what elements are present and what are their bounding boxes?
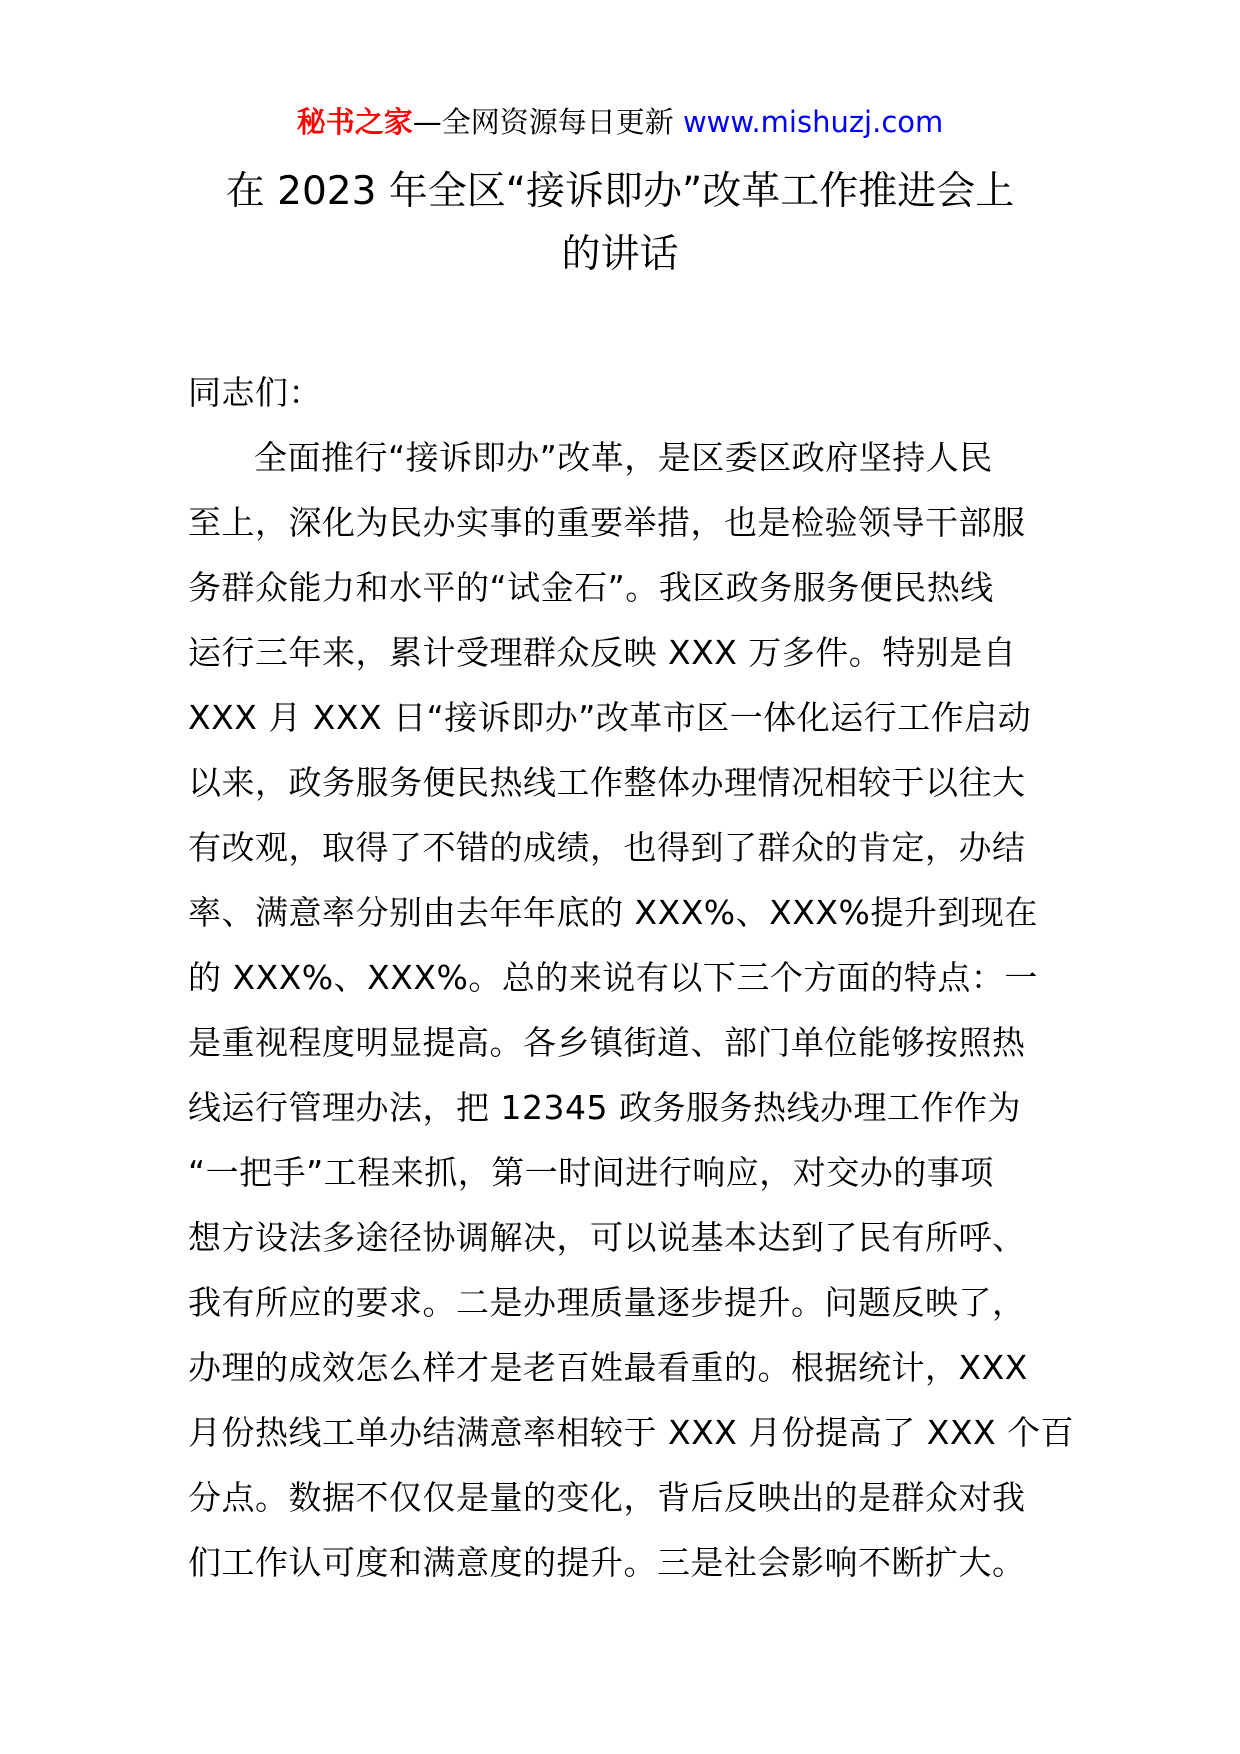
paragraph-line: XXX 月 XXX 日“接诉即办”改革市区一体化运行工作启动 bbox=[188, 698, 1032, 737]
document-title bbox=[170, 160, 1070, 286]
paragraph-line: 的 XXX%、XXX%。总的来说有以下三个方面的特点：一 bbox=[188, 958, 1038, 997]
paragraph-line: 至上，深化为民办实事的重要举措，也是检验领导干部服 bbox=[188, 503, 1026, 542]
paragraph-line: 线运行管理办法，把 12345 政务服务热线办理工作作为 bbox=[188, 1088, 1021, 1127]
paragraph-line: 务群众能力和水平的“试金石”。我区政务服务便民热线 bbox=[188, 568, 994, 607]
paragraph-line: 是重视程度明显提高。各乡镇街道、部门单位能够按照热 bbox=[188, 1023, 1026, 1062]
paragraph-line: 办理的成效怎么样才是老百姓最看重的。根据统计，XXX bbox=[188, 1348, 1028, 1387]
site-url-link[interactable]: www.mishuzj.com bbox=[682, 105, 944, 139]
paragraph-line: 分点。数据不仅仅是量的变化，背后反映出的是群众对我 bbox=[188, 1478, 1026, 1517]
paragraph-line: 想方设法多途径协调解决，可以说基本达到了民有所呼、 bbox=[188, 1218, 1026, 1257]
document-body bbox=[188, 360, 1075, 1595]
paragraph-line: 以来，政务服务便民热线工作整体办理情况相较于以往大 bbox=[188, 763, 1026, 802]
title-line-1: 在 2023 年全区“接诉即办”改革工作推进会上 bbox=[225, 169, 1015, 214]
paragraph-line: 率、满意率分别由去年年底的 XXX%、XXX%提升到现在 bbox=[188, 893, 1038, 932]
paragraph-line: 全面推行“接诉即办”改革，是区委区政府坚持人民 bbox=[254, 438, 993, 477]
paragraph-line: 月份热线工单办结满意率相较于 XXX 月份提高了 XXX 个百 bbox=[188, 1413, 1075, 1452]
paragraph-line: 我有所应的要求。二是办理质量逐步提升。问题反映了， bbox=[188, 1283, 1026, 1322]
salutation: 同志们： bbox=[188, 373, 322, 412]
brand-name: 秘书之家 bbox=[296, 105, 413, 139]
paragraph-line: 们工作认可度和满意度的提升。三是社会影响不断扩大。 bbox=[188, 1543, 1026, 1582]
paragraph-line: 运行三年来，累计受理群众反映 XXX 万多件。特别是自 bbox=[188, 633, 1017, 672]
header-banner bbox=[0, 100, 1240, 144]
paragraph-line: 有改观，取得了不错的成绩，也得到了群众的肯定，办结 bbox=[188, 828, 1026, 867]
header-tagline: —全网资源每日更新 bbox=[412, 105, 683, 139]
title-line-2: 的讲话 bbox=[561, 232, 679, 277]
paragraph-line: “一把手”工程来抓，第一时间进行响应，对交办的事项 bbox=[188, 1153, 994, 1192]
